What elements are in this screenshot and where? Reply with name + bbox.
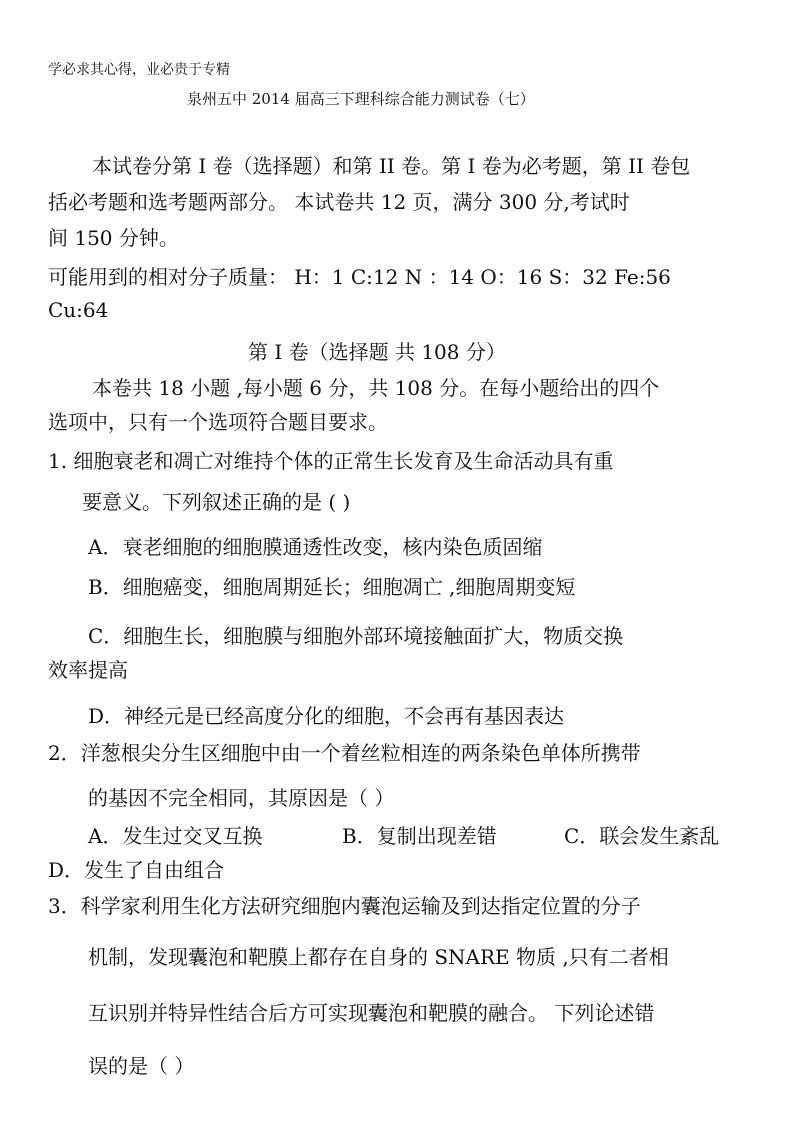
- atomic-mass-line-2: Cu:64: [48, 298, 109, 322]
- question-3-stem-line-2: 机制，发现囊泡和靶膜上都存在自身的 SNARE 物质 ,只有二者相: [88, 945, 669, 969]
- section-instructions-line-2: 选项中，只有一个选项符合题目要求。: [48, 410, 388, 434]
- question-1-stem-line-1: 1. 细胞衰老和凋亡对维持个体的正常生长发育及生命活动具有重: [48, 449, 614, 473]
- exam-title: 泉州五中 2014 届高三下理科综合能力测试卷（七）: [187, 90, 535, 108]
- question-1-option-a: A．衰老细胞的细胞膜通透性改变，核内染色质固缩: [88, 535, 543, 559]
- intro-line-2: 括必考题和选考题两部分。 本试卷共 12 页，满分 300 分,考试时: [48, 190, 630, 214]
- question-2-option-d: D．发生了自由组合: [48, 858, 225, 882]
- question-2-stem-line-2: 的基因不完全相同，其原因是（ ）: [88, 786, 395, 810]
- question-1-stem-line-2: 要意义。下列叙述正确的是 ( ): [82, 490, 351, 514]
- question-3-stem-line-4: 误的是（ ）: [88, 1054, 195, 1078]
- intro-line-1: 本试卷分第 I 卷（选择题）和第 II 卷。第 I 卷为必考题，第 II 卷包: [92, 154, 691, 178]
- question-1-option-d: D．神经元是已经高度分化的细胞，不会再有基因表达: [88, 704, 565, 728]
- question-3-stem-line-1: 3．科学家利用生化方法研究细胞内囊泡运输及到达指定位置的分子: [48, 894, 641, 918]
- section-heading: 第 I 卷（选择题 共 108 分）: [248, 340, 506, 364]
- header-motto: 学必求其心得，业必贵于专精: [48, 62, 230, 78]
- intro-line-3: 间 150 分钟。: [48, 226, 179, 250]
- question-2-option-a: A．发生过交叉互换: [88, 824, 263, 848]
- question-2-stem-line-1: 2．洋葱根尖分生区细胞中由一个着丝粒相连的两条染色单体所携带: [48, 741, 641, 765]
- question-1-option-c-line-2: 效率提高: [48, 658, 128, 682]
- question-2-option-b: B．复制出现差错: [342, 824, 497, 848]
- question-1-option-c-line-1: C．细胞生长，细胞膜与细胞外部环境接触面扩大，物质交换: [88, 624, 624, 648]
- section-instructions-line-1: 本卷共 18 小题 ,每小题 6 分，共 108 分。在每小题给出的四个: [92, 376, 660, 400]
- atomic-mass-line-1: 可能用到的相对分子质量： H：1 C:12 N ：14 O：16 S：32 Fe:56: [48, 265, 671, 289]
- question-3-stem-line-3: 互识别并特异性结合后方可实现囊泡和靶膜的融合。 下列论述错: [88, 1001, 655, 1025]
- question-1-option-b: B．细胞癌变，细胞周期延长；细胞凋亡 ,细胞周期变短: [88, 575, 576, 599]
- question-2-option-c: C．联会发生紊乱: [564, 824, 720, 848]
